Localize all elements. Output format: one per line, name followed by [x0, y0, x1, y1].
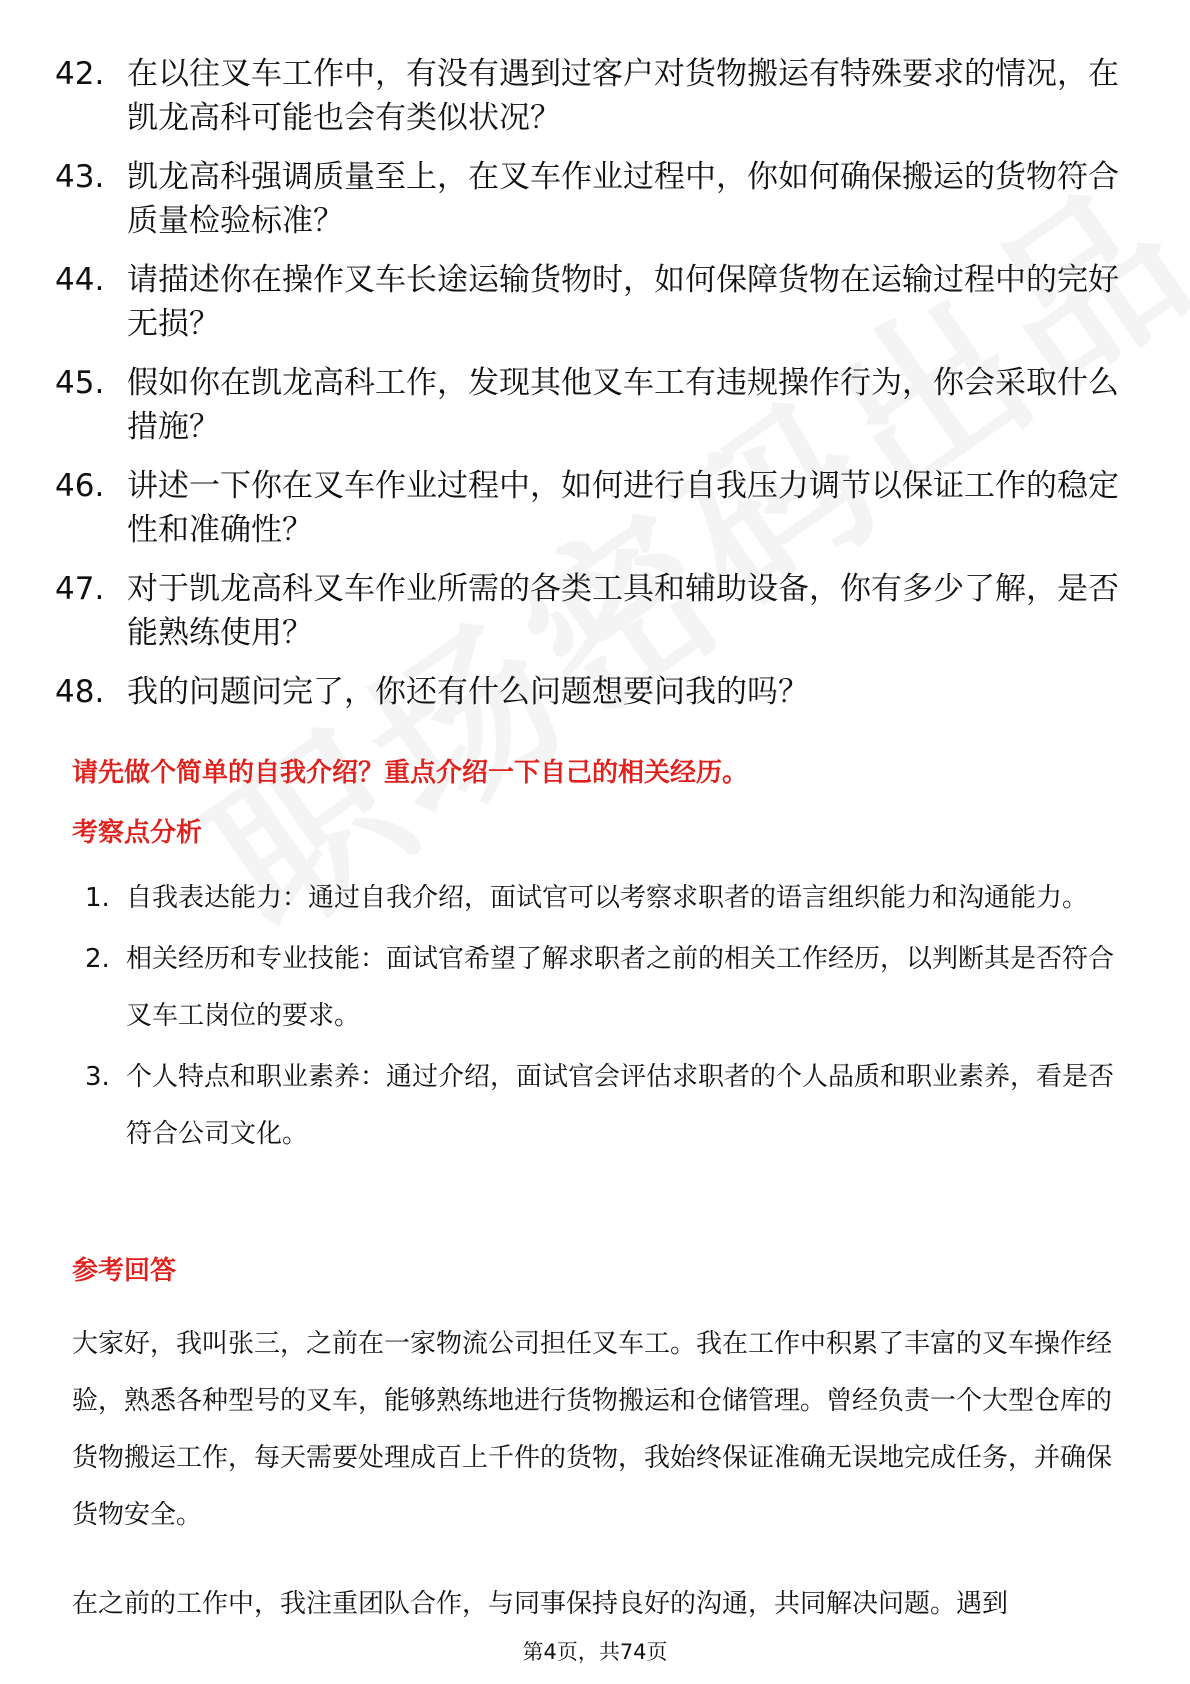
question-item — [55, 52, 1125, 140]
analysis-text: 自我表达能力：通过自我介绍，面试官可以考察求职者的语言组织能力和沟通能力。 — [126, 883, 1089, 913]
question-text: 讲述一下你在叉车作业过程中，如何进行自我压力调节以保证工作的稳定性和准确性？ — [127, 468, 1119, 548]
question-number: 42. — [55, 56, 105, 92]
question-item — [55, 155, 1125, 243]
question-item — [55, 258, 1125, 346]
analysis-number: 2. — [85, 944, 110, 974]
intro-question-heading: 请先做个简单的自我介绍？重点介绍一下自己的相关经历。 — [72, 758, 749, 788]
question-item — [55, 670, 1125, 714]
question-text: 在以往叉车工作中，有没有遇到过客户对货物搬运有特殊要求的情况，在凯龙高科可能也会有类似状况？ — [127, 56, 1119, 136]
reference-answer-heading: 参考回答 — [72, 1256, 177, 1286]
question-number: 43. — [55, 159, 105, 195]
analysis-item — [85, 870, 1120, 927]
question-number: 44. — [55, 262, 105, 298]
analysis-text: 个人特点和职业素养：通过介绍，面试官会评估求职者的个人品质和职业素养，看是否符合公司文化。 — [126, 1062, 1115, 1149]
analysis-heading: 考察点分析 — [72, 818, 203, 848]
question-item — [55, 464, 1125, 552]
question-text: 对于凯龙高科叉车作业所需的各类工具和辅助设备，你有多少了解，是否能熟练使用？ — [127, 571, 1119, 651]
analysis-number: 1. — [85, 883, 110, 913]
answer-paragraph: 大家好，我叫张三，之前在一家物流公司担任叉车工。我在工作中积累了丰富的叉车操作经验，熟悉各种型号的叉车，能够熟练地进行货物搬运和仓储管理。曾经负责一个大型仓库的货物搬运工作，每天需要处理成百上千件的货物，我始终保证准确无误地完成任务，并确保货物安全。 — [72, 1329, 1113, 1530]
question-text: 请描述你在操作叉车长途运输货物时，如何保障货物在运输过程中的完好无损？ — [127, 262, 1119, 342]
question-text: 我的问题问完了，你还有什么问题想要问我的吗？ — [127, 674, 809, 710]
answer-paragraph: 在之前的工作中，我注重团队合作，与同事保持良好的沟通，共同解决问题。遇到 — [72, 1589, 1009, 1619]
analysis-item — [85, 1049, 1120, 1163]
question-number: 48. — [55, 674, 105, 710]
question-number: 47. — [55, 571, 105, 607]
question-number: 45. — [55, 365, 105, 401]
analysis-list — [85, 870, 1120, 1167]
question-item — [55, 567, 1125, 655]
analysis-text: 相关经历和专业技能：面试官希望了解求职者之前的相关工作经历，以判断其是否符合叉车工岗位的要求。 — [126, 944, 1115, 1031]
question-list — [55, 52, 1125, 729]
analysis-item — [85, 931, 1120, 1045]
page-footer: 第4页，共74页 — [522, 1640, 668, 1664]
analysis-number: 3. — [85, 1062, 110, 1092]
question-text: 凯龙高科强调质量至上，在叉车作业过程中，你如何确保搬运的货物符合质量检验标准？ — [127, 159, 1119, 239]
question-item — [55, 361, 1125, 449]
question-text: 假如你在凯龙高科工作，发现其他叉车工有违规操作行为，你会采取什么措施？ — [127, 365, 1119, 445]
question-number: 46. — [55, 468, 105, 504]
